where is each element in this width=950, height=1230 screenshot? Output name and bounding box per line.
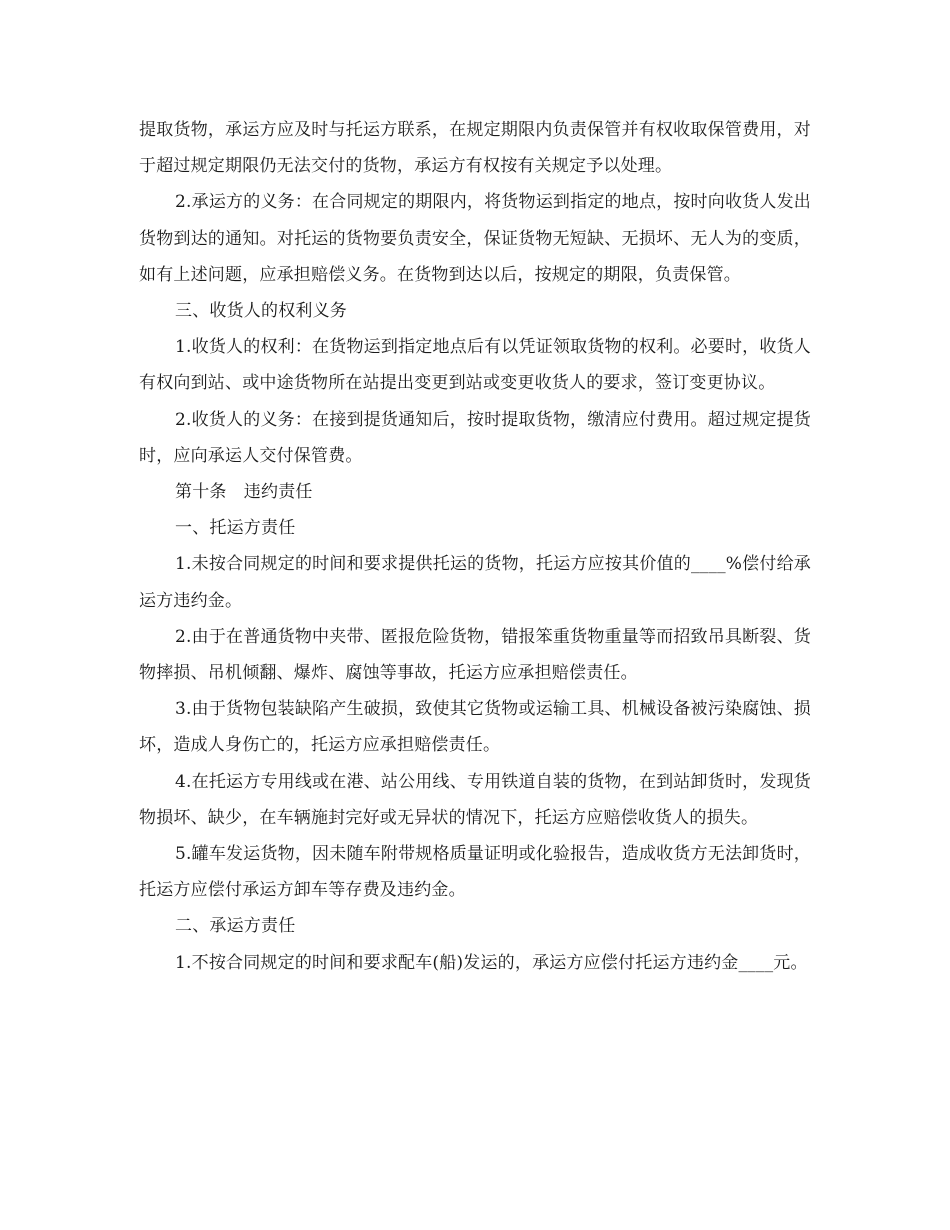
paragraph: 2.收货人的义务：在接到提货通知后，按时提取货物，缴清应付费用。超过规定提货时，应向承运人交付保管费。 <box>139 409 811 466</box>
paragraph: 三、收货人的权利义务 <box>175 301 347 322</box>
paragraph: 3.由于货物包装缺陷产生破损，致使其它货物或运输工具、机械设备被污染腐蚀、损坏，造成人身伤亡的，托运方应承担赔偿责任。 <box>139 699 811 756</box>
paragraph: 1.未按合同规定的时间和要求提供托运的货物，托运方应按其价值的____%偿付给承运方违约金。 <box>139 554 811 611</box>
paragraph: 二、承运方责任 <box>175 916 296 937</box>
paragraph: 4.在托运方专用线或在港、站公用线、专用铁道自装的货物，在到站卸货时，发现货物损坏、缺少，在车辆施封完好或无异状的情况下，托运方应赔偿收货人的损失。 <box>139 771 811 828</box>
paragraph: 5.罐车发运货物，因未随车附带规格质量证明或化验报告，造成收货方无法卸货时，托运方应偿付承运方卸车等存费及违约金。 <box>139 844 811 901</box>
paragraph: 提取货物，承运方应及时与托运方联系，在规定期限内负责保管并有权收取保管费用，对于超过规定期限仍无法交付的货物，承运方有权按有关规定予以处理。 <box>139 120 811 177</box>
paragraph: 1.不按合同规定的时间和要求配车(船)发运的，承运方应偿付托运方违约金____元。 <box>175 952 808 973</box>
paragraph: 一、托运方责任 <box>175 518 296 539</box>
paragraph: 2.由于在普通货物中夹带、匿报危险货物，错报笨重货物重量等而招致吊具断裂、货物摔损、吊机倾翻、爆炸、腐蚀等事故，托运方应承担赔偿责任。 <box>139 626 811 684</box>
paragraph: 1.收货人的权利：在货物运到指定地点后有以凭证领取货物的权利。必要时，收货人有权向到站、或中途货物所在站提出变更到站或变更收货人的要求，签订变更协议。 <box>139 337 811 394</box>
paragraph: 第十条 违约责任 <box>175 482 313 503</box>
document-body <box>139 112 811 981</box>
paragraph: 2.承运方的义务：在合同规定的期限内，将货物运到指定的地点，按时向收货人发出货物到达的通知。对托运的货物要负责安全，保证货物无短缺、无损坏、无人为的变质，如有上述问题，应承担赔偿义务。在货物到达以后，按规定的期限，负责保管。 <box>139 192 811 285</box>
